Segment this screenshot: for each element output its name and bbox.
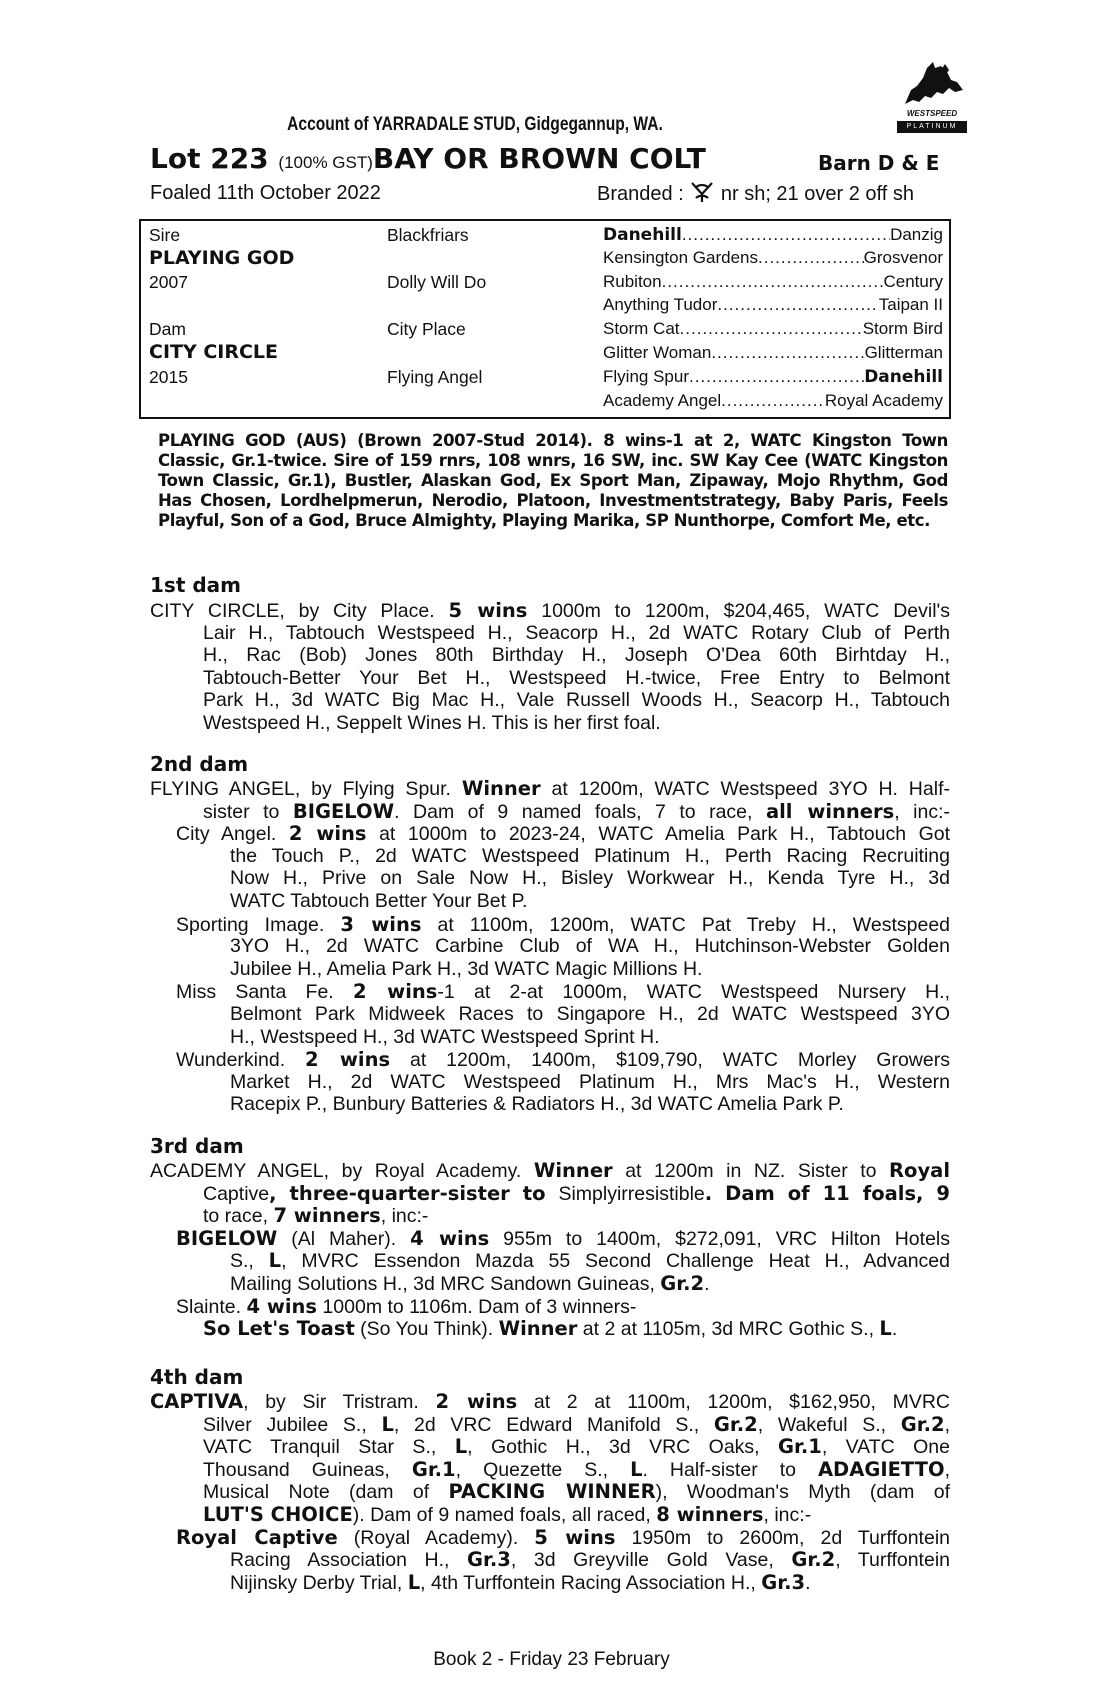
text-line (203, 1413, 950, 1437)
text-segment: , 4th Turffontein Racing Association H., (420, 1571, 762, 1594)
text-segment: , Turffontein (835, 1549, 950, 1572)
granddam-maternal: Flying Angel (387, 367, 483, 387)
bold-text: L (630, 1457, 643, 1481)
text-segment: , 2d VRC Edward Manifold S., (393, 1413, 714, 1436)
g3-row: Glitter Woman ..... Glitterman (603, 343, 943, 363)
bold-text: So Let's Toast (203, 1317, 355, 1341)
text-segment: H., Rac (Bob) Jones 80th Birthday H., Joseph O'Dea 60th Birhtday H., (203, 644, 950, 667)
text-segment: , Wakeful S., (757, 1413, 901, 1436)
text-segment: , MVRC Essendon Mazda 55 Second Challenge Heat H., Advanced (281, 1250, 950, 1273)
text-segment: Wunderkind. (176, 1049, 306, 1072)
text-line (203, 644, 950, 667)
brand-mark-icon (689, 180, 715, 204)
text-segment: VATC Tranquil Star S., (203, 1436, 455, 1459)
lot-heading (150, 142, 706, 175)
section-heading-4th-dam: 4th dam (150, 1365, 244, 1389)
text-line (203, 1503, 950, 1527)
text-line (150, 1390, 950, 1414)
bold-text: 2 wins (352, 980, 438, 1004)
text-segment: Lair H., Tabtouch Westspeed H., Seacorp H., 2d WATC Rotary Club of Perth (203, 621, 950, 644)
text-segment: sister to (203, 800, 293, 823)
text-line (230, 1003, 950, 1026)
text-line (150, 1159, 950, 1183)
text-segment: Musical Note (dam of (203, 1481, 449, 1504)
text-segment: H., Westspeed H., 3d WATC Westspeed Sprint H. (230, 1025, 660, 1048)
sire-summary: PLAYING GOD (AUS) (Brown 2007-Stud 2014). 8 wins-1 at 2, WATC Kingston Town Classic, Gr.1-twice. Sire of 159 rnrs, 108 wnrs, 16 SW, inc. SW Kay Cee (WATC Kingston Town Classic, Gr.1), Bustler, Alaskan God, Ex Sport Man, Zipaway, Mojo Rhythm, God Has Chosen, Lordhelpmerun, Nerodio, Platoon, Investmentstrategy, Baby Paris, Feels Playful, Son of a God, Bruce Almighty, Playing Marika, SP Nunthorpe, Comfort Me, etc. (158, 431, 948, 530)
text-segment: CITY CIRCLE, by City Place. (150, 600, 449, 622)
brand-text: nr sh; 21 over 2 off sh (720, 183, 914, 205)
text-segment: at 1000m to 2023-24, WATC Amelia Park H., Tabtouch Got (366, 823, 951, 846)
dam-label: Dam (149, 319, 186, 339)
bold-text: Gr.2 (900, 1412, 945, 1436)
brand-info (597, 180, 914, 206)
text-segment: at 2 at 1105m, 3d MRC Gothic S., (577, 1318, 880, 1341)
bold-text: 5 wins (534, 1525, 616, 1549)
bold-text: 2 wins (288, 822, 367, 846)
text-line (176, 1526, 950, 1550)
text-line (230, 1026, 950, 1049)
text-segment: . Dam of 9 named foals, 7 to race, (394, 800, 766, 823)
text-line (150, 777, 950, 801)
text-segment: Jubilee H., Amelia Park H., 3d WATC Magic Millions H. (230, 957, 703, 980)
text-line (176, 1227, 950, 1251)
section-heading-1st-dam: 1st dam (150, 573, 241, 597)
text-segment: Tabtouch-Better Your Bet H., Westspeed H.-twice, Free Entry to Belmont (203, 666, 950, 689)
bold-text: Gr.2 (660, 1272, 705, 1295)
page-footer: Book 2 - Friday 23 February (433, 1649, 670, 1670)
bold-text: BIGELOW (176, 1226, 278, 1250)
bold-text: all winners (765, 799, 895, 823)
text-segment: ). Dam of 9 named foals, all raced, (352, 1504, 657, 1526)
text-segment: at 1200m, WATC Westspeed 3YO H. Half- (540, 778, 950, 800)
text-segment: S., (230, 1250, 269, 1273)
text-line (203, 712, 950, 735)
bold-text: 7 winners (273, 1204, 381, 1228)
bold-text: L (381, 1412, 394, 1436)
text-segment: Slainte. (176, 1295, 247, 1318)
text-segment: , by Sir Tristram. (243, 1391, 436, 1413)
bold-text: Gr.2 (713, 1412, 758, 1436)
text-line (230, 1571, 950, 1595)
text-segment: (Royal Academy). (337, 1526, 535, 1549)
bold-text: 5 wins (448, 599, 528, 622)
text-line (230, 845, 950, 868)
dam-name: CITY CIRCLE (149, 341, 279, 363)
text-line (203, 1182, 950, 1206)
bold-text: Gr.1 (777, 1435, 822, 1459)
logo-platinum-badge: PLATINUM (897, 121, 967, 133)
text-line (230, 1548, 950, 1572)
bold-text: LUT'S CHOICE (203, 1503, 353, 1526)
text-line (176, 1295, 950, 1319)
text-line (230, 935, 950, 958)
section-heading-2nd-dam: 2nd dam (150, 752, 249, 776)
text-line (176, 822, 950, 846)
vendor-account: Account of YARRADALE STUD, Gidgegannup, WA. (287, 114, 663, 135)
text-segment: at 1200m in NZ. Sister to (612, 1160, 890, 1182)
bold-text: L (407, 1570, 421, 1594)
text-segment: Westspeed H., Seppelt Wines H. This is her first foal. (203, 712, 661, 734)
text-segment: , 3d Greyville Gold Vase, (510, 1549, 792, 1572)
section-heading-3rd-dam: 3rd dam (150, 1134, 244, 1158)
bold-text: 3 wins (340, 912, 422, 936)
text-segment: Mailing Solutions H., 3d MRC Sandown Guineas, (230, 1273, 661, 1295)
bold-text: 2 wins (305, 1048, 391, 1072)
text-segment: at 1200m, 1400m, $109,790, WATC Morley Growers (390, 1049, 950, 1072)
sire-label: Sire (149, 225, 181, 245)
text-segment: , Quezette S., (455, 1458, 631, 1481)
text-segment: 3YO H., 2d WATC Carbine Club of WA H., Hutchinson-Webster Golden (230, 935, 950, 958)
text-segment: , inc:- (894, 800, 950, 823)
g3-row: Danehill ..... Danzig (603, 225, 943, 245)
g3-row: Kensington Gardens ..... Grosvenor (603, 248, 943, 268)
text-segment: Racepix P., Bunbury Batteries & Radiators H., 3d WATC Amelia Park P. (230, 1093, 844, 1116)
text-segment: WATC Tabtouch Better Your Bet P. (230, 890, 528, 912)
text-line (203, 1435, 950, 1459)
text-segment: . (891, 1318, 898, 1341)
grandsire-paternal: Blackfriars (387, 225, 469, 245)
text-line (230, 1071, 950, 1094)
text-line (230, 1093, 950, 1116)
bold-text: Royal Captive (176, 1525, 338, 1549)
brand-label: Branded : (597, 183, 684, 205)
text-segment: Now H., Prive on Sale Now H., Bisley Workwear H., Kenda Tyre H., 3d (230, 867, 950, 890)
pedigree-table (139, 219, 951, 419)
text-segment: , (944, 1413, 950, 1436)
bold-text: 2 wins (435, 1390, 518, 1413)
text-segment: Belmont Park Midweek Races to Singapore H., 2d WATC Westspeed 3YO (230, 1003, 950, 1025)
bold-text: CAPTIVA (150, 1390, 244, 1413)
bold-text: ADAGIETTO (817, 1457, 945, 1481)
bold-text: L (879, 1317, 892, 1341)
text-line (230, 1249, 950, 1273)
text-segment: ACADEMY ANGEL, by Royal Academy. (150, 1160, 534, 1182)
text-segment: (So You Think). (354, 1318, 499, 1341)
text-line (203, 689, 950, 712)
text-segment: Thousand Guineas, (203, 1458, 412, 1481)
text-segment: City Angel. (176, 823, 289, 846)
sire-year: 2007 (149, 272, 188, 292)
text-segment: Racing Association H., (230, 1549, 468, 1572)
text-line (230, 1272, 950, 1296)
text-segment: . Half-sister to (642, 1458, 818, 1481)
text-line (203, 1204, 950, 1228)
text-line (230, 958, 950, 981)
bold-text: Winner (461, 777, 541, 800)
text-segment: to race, (203, 1205, 274, 1228)
text-segment: Silver Jubilee S., (203, 1413, 382, 1436)
bold-text: Royal (889, 1159, 950, 1182)
barn-location: Barn D & E (818, 151, 940, 175)
bold-text: Winner (533, 1159, 613, 1182)
logo-text: WESTSPEED (906, 109, 958, 118)
text-segment: , inc:- (380, 1205, 429, 1228)
text-segment: Miss Santa Fe. (176, 981, 353, 1004)
g3-row: Storm Cat ..... Storm Bird (603, 319, 943, 339)
text-line (230, 867, 950, 890)
text-line (203, 622, 950, 645)
bold-text: L (268, 1249, 282, 1273)
text-line (203, 667, 950, 690)
bold-text: PACKING WINNER (448, 1480, 656, 1504)
bold-text: Gr.2 (791, 1548, 836, 1572)
bold-text: Gr.3 (467, 1548, 511, 1572)
text-segment: at 2 at 1100m, 1200m, $162,950, MVRC (517, 1391, 950, 1413)
grandsire-maternal: City Place (387, 319, 466, 339)
text-segment: , Gothic H., 3d VRC Oaks, (467, 1436, 778, 1459)
bold-text: L (454, 1435, 468, 1459)
text-line (203, 1480, 950, 1504)
text-segment: Simplyirresistible (558, 1182, 705, 1205)
text-segment: 955m to 1400m, $272,091, VRC Hilton Hotels (489, 1227, 950, 1250)
bold-text: , three-quarter-sister to (269, 1181, 559, 1205)
g3-row: Rubiton ..... Century (603, 272, 943, 292)
text-line (176, 1048, 950, 1072)
granddam-paternal: Dolly Will Do (387, 272, 487, 292)
text-segment: 1000m to 1200m, $204,465, WATC Devil's (527, 600, 951, 622)
bold-text: Gr.3 (761, 1570, 806, 1594)
text-segment: Nijinsky Derby Trial, (230, 1571, 408, 1594)
bold-text: Winner (498, 1317, 578, 1341)
text-segment: , VATC One (821, 1436, 950, 1459)
text-line (203, 1317, 950, 1341)
bold-text: 8 winners (656, 1503, 764, 1526)
text-segment: 1950m to 2600m, 2d Turffontein (615, 1526, 950, 1549)
bold-text: Gr.1 (411, 1457, 456, 1481)
lot-description: BAY OR BROWN COLT (372, 142, 706, 175)
text-line (176, 913, 950, 937)
g3-row: Academy Angel ..... Royal Academy (603, 391, 943, 411)
text-segment: . (704, 1273, 710, 1295)
text-line (176, 980, 950, 1004)
bold-text: BIGELOW (292, 799, 395, 823)
text-line (150, 599, 950, 623)
text-line (203, 800, 950, 824)
lot-number: Lot 223 (150, 142, 269, 175)
text-segment: (Al Maher). (277, 1227, 411, 1250)
gst-note: (100% GST) (278, 153, 373, 172)
g3-row: Flying Spur ..... Danehill (603, 367, 943, 387)
text-segment: at 1100m, 1200m, WATC Pat Treby H., Westspeed (421, 913, 951, 936)
text-segment: ), Woodman's Myth (dam of (655, 1481, 950, 1504)
foaled-date: Foaled 11th October 2022 (150, 182, 381, 204)
sire-name: PLAYING GOD (149, 247, 295, 269)
g3-row: Anything Tudor ..... Taipan II (603, 295, 943, 315)
dam-year: 2015 (149, 367, 188, 387)
text-segment: Market H., 2d WATC Westspeed Platinum H., Mrs Mac's H., Western (230, 1070, 950, 1093)
text-line (230, 890, 950, 913)
bold-text: 4 wins (410, 1226, 490, 1250)
text-segment: -1 at 2-at 1000m, WATC Westspeed Nursery H., (437, 981, 951, 1004)
text-segment: the Touch P., 2d WATC Westspeed Platinum H., Perth Racing Recruiting (230, 844, 950, 867)
text-segment: 1000m to 1106m. Dam of 3 winners- (317, 1295, 637, 1318)
text-segment: Park H., 3d WATC Big Mac H., Vale Russell Woods H., Seacorp H., Tabtouch (203, 689, 950, 712)
text-segment: , inc:- (763, 1504, 812, 1526)
bold-text: . Dam of 11 foals, 9 (704, 1181, 950, 1205)
text-segment: Captive (203, 1182, 270, 1205)
text-segment: . (805, 1571, 811, 1594)
text-segment: , (944, 1458, 950, 1481)
bold-text: 4 wins (246, 1294, 318, 1318)
text-line (203, 1458, 950, 1482)
text-segment: FLYING ANGEL, by Flying Spur. (150, 778, 462, 800)
text-segment: Sporting Image. (176, 913, 341, 936)
